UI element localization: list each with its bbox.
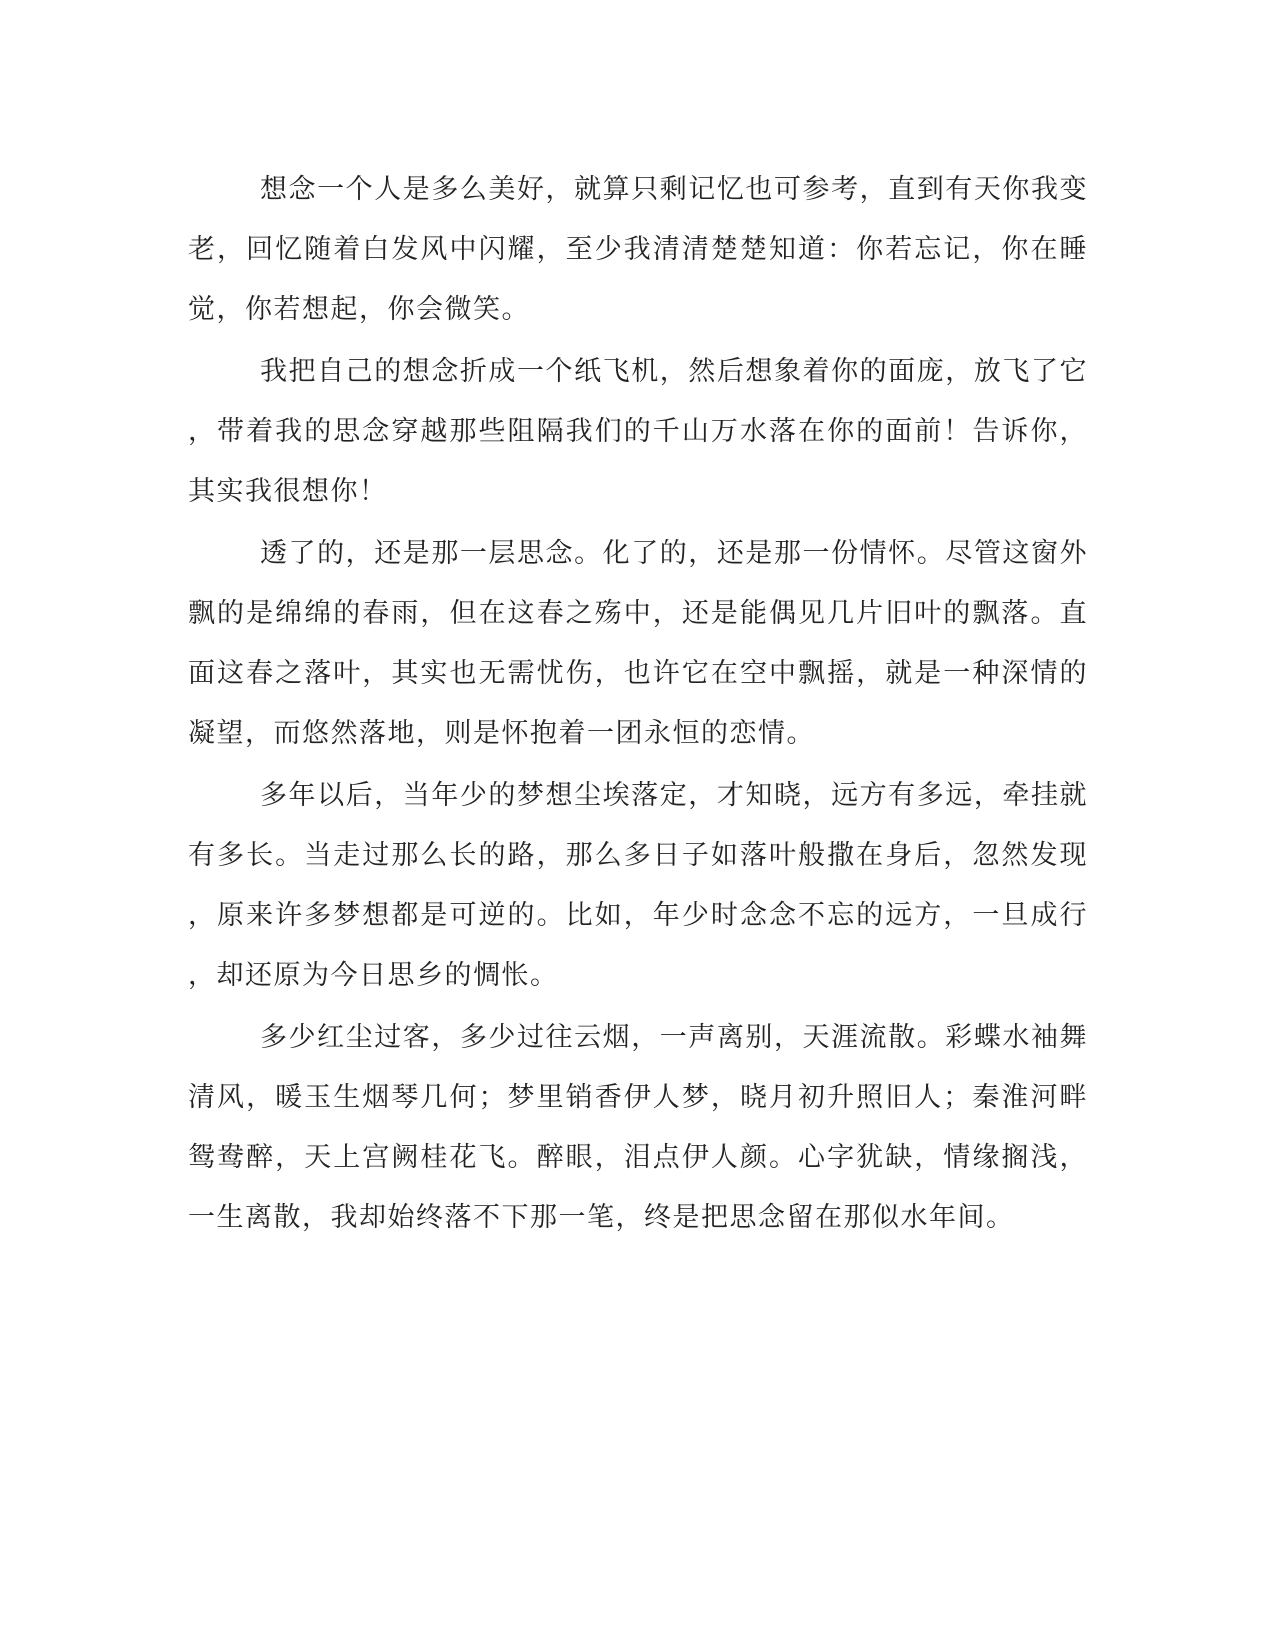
paragraph-4: 多年以后，当年少的梦想尘埃落定，才知晓，远方有多远，牵挂就有多长。当走过那么长的路，那么多日子如落叶般撒在身后，忽然发现，原来许多梦想都是可逆的。比如，年少时念念不忘的远方，一旦成行，却还原为今日思乡的惆怅。 — [188, 780, 1088, 991]
paragraph-3: 透了的，还是那一层思念。化了的，还是那一份情怀。尽管这窗外飘的是绵绵的春雨，但在这春之殇中，还是能偶见几片旧叶的飘落。直面这春之落叶，其实也无需忧伤，也许它在空中飘摇，就是一种深情的凝望，而悠然落地，则是怀抱着一团永恒的恋情。 — [188, 538, 1088, 749]
document-body — [188, 160, 1088, 1248]
paragraph-5: 多少红尘过客，多少过往云烟，一声离别，天涯流散。彩蝶水袖舞清风，暖玉生烟琴几何；梦里销香伊人梦，晓月初升照旧人；秦淮河畔鸳鸯醉，天上宫阙桂花飞。醉眼，泪点伊人颜。心字犹缺，情缘搁浅，一生离散，我却始终落不下那一笔，终是把思念留在那似水年间。 — [188, 1022, 1088, 1233]
paragraph-1: 想念一个人是多么美好，就算只剩记忆也可参考，直到有天你我变老，回忆随着白发风中闪耀，至少我清清楚楚知道：你若忘记，你在睡觉，你若想起，你会微笑。 — [188, 174, 1088, 325]
paragraph-2: 我把自己的想念折成一个纸飞机，然后想象着你的面庞，放飞了它，带着我的思念穿越那些阻隔我们的千山万水落在你的面前！告诉你，其实我很想你！ — [188, 356, 1088, 507]
